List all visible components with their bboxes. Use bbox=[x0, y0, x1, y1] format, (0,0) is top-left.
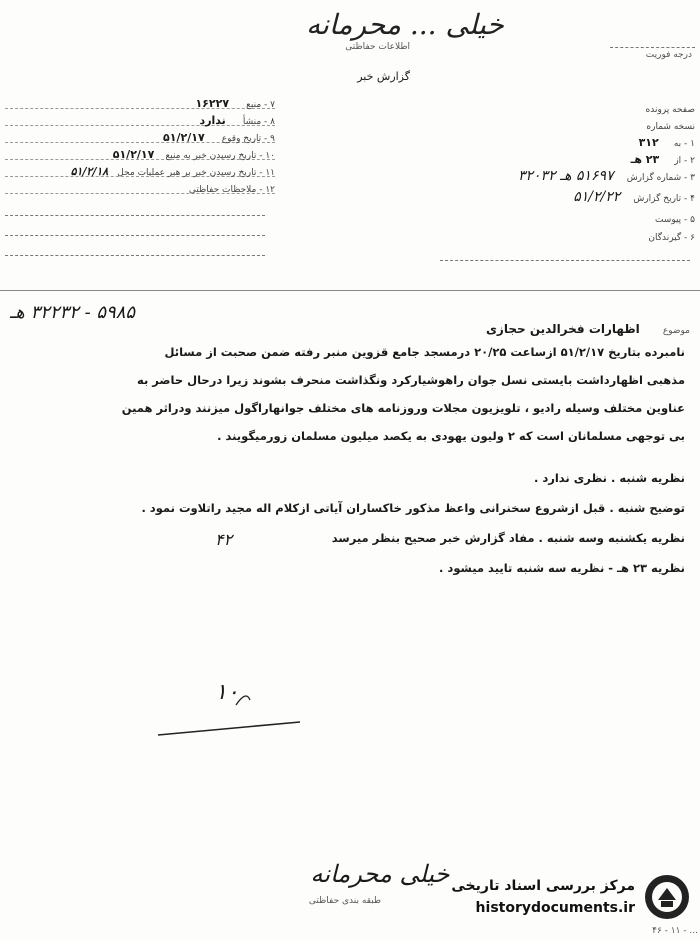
field-label: ۱۱ - تاریخ رسیدن خبر بر هبر عملیات محل bbox=[117, 168, 275, 178]
field-label: ۱ - به bbox=[673, 139, 695, 149]
document-title: خیلی ... محرمانه bbox=[306, 8, 504, 41]
field-label: ۲ - از bbox=[674, 156, 695, 166]
field-row bbox=[430, 186, 695, 207]
body-line: نظریه شنبه . نظری ندارد . bbox=[533, 471, 685, 485]
watermark-url: historydocuments.ir bbox=[475, 900, 635, 916]
field-value: ۵۱۶۹۷ هـ ۳۲۰۳۲ bbox=[517, 168, 614, 184]
field-label: ۸ - منشأ bbox=[242, 117, 275, 127]
urgency-label: درجه فوریت bbox=[645, 50, 692, 60]
field-label: ۹ - تاریخ وقوع bbox=[221, 134, 275, 144]
signature-mark: ۱۰ bbox=[215, 680, 239, 705]
field-value: ۲۳ هـ bbox=[630, 153, 660, 166]
left-field-block bbox=[5, 92, 275, 194]
field-label: ۳ - شماره گزارش bbox=[626, 173, 695, 183]
field-value: ندارد bbox=[199, 114, 226, 127]
footer-stamp: خیلی محرمانه bbox=[310, 860, 450, 888]
page-number: ۴۶ - ۱۱ - ... bbox=[652, 926, 698, 936]
field-row bbox=[430, 207, 695, 225]
field-value: ۵۱/۲/۱۸ bbox=[70, 165, 109, 178]
subject-text: اظهارات فخرالدین حجازی bbox=[485, 322, 640, 336]
field-label: نسخه شماره bbox=[646, 122, 695, 132]
field-value: ۵۱/۲/۱۷ bbox=[112, 148, 155, 161]
field-row bbox=[5, 126, 275, 143]
divider bbox=[5, 255, 265, 256]
field-row bbox=[5, 92, 275, 109]
field-row bbox=[430, 148, 695, 165]
divider bbox=[440, 260, 690, 261]
footer-stamp-sub: طبقه بندی حفاظتی bbox=[308, 896, 382, 906]
body-line: توضیح شنبه . قبل ازشروع سخنرانی واعظ مذکور خاکساران آیاتی ازکلام اله مجید راتلاوت نمود . bbox=[141, 501, 685, 515]
field-label: ۱۰ - تاریخ رسیدن خبر به منبع bbox=[165, 151, 275, 161]
subject-label: موضوع bbox=[662, 326, 690, 336]
body-line: نامبرده بتاریخ ۵۱/۲/۱۷ ازساعت ۲۰/۲۵ درمسجد جامع قزوین منبر رفته ضمن صحبت از مسائل bbox=[164, 345, 685, 359]
body-line: عناوین مختلف وسیله رادیو ، تلویزیون مجلات وروزنامه های مختلف جوانهاراگول میزنند ودراثر همین bbox=[121, 401, 685, 415]
field-row bbox=[5, 109, 275, 126]
title-subtext: اطلاعات حفاظتی bbox=[345, 42, 410, 52]
body-line: بی توجهی مسلمانان است که ۲ ولیون یهودی به یکصد میلیون مسلمان زورمیگویند . bbox=[217, 429, 685, 443]
watermark bbox=[420, 872, 695, 924]
subject-row bbox=[200, 318, 690, 337]
field-row bbox=[5, 160, 275, 177]
body-line: مذهبی اظهارداشت بایستی نسل جوان راهوشیارکرد ونگذاشت منحرف بشوند زیرا درحال حاضر به bbox=[136, 373, 685, 387]
field-row bbox=[430, 97, 695, 114]
document-type: گزارش خبر bbox=[357, 70, 410, 83]
field-label: ۱۲ - ملاحظات حفاظتی bbox=[188, 185, 275, 195]
section-rule bbox=[0, 290, 700, 291]
field-row bbox=[430, 131, 695, 148]
watermark-title: مرکز بررسی اسناد تاریخی bbox=[451, 878, 635, 894]
divider bbox=[5, 235, 265, 236]
field-label: ۷ - منبع bbox=[246, 100, 275, 110]
field-row bbox=[5, 143, 275, 160]
archive-logo-icon bbox=[641, 872, 693, 922]
divider bbox=[5, 215, 265, 216]
margin-note: ۴۲ bbox=[215, 530, 233, 549]
field-label: صفحه پرونده bbox=[645, 105, 695, 115]
report-body bbox=[15, 345, 685, 591]
field-row bbox=[5, 177, 275, 194]
right-field-block bbox=[430, 97, 695, 243]
divider bbox=[610, 47, 695, 48]
field-row bbox=[430, 165, 695, 186]
body-line: نظریه ۲۳ هـ - نظریه سه شنبه تایید میشود . bbox=[439, 561, 685, 575]
field-value: ۵۱/۲/۱۷ bbox=[163, 131, 205, 144]
field-label: ۴ - تاریخ گزارش bbox=[633, 194, 695, 204]
field-label: ۵ - پیوست bbox=[654, 215, 695, 225]
field-value: ۵۱/۲/۲۲ bbox=[573, 189, 621, 205]
subject-annotation: ۵۹۸۵ - ۳۲۲۳۲ هـ bbox=[10, 302, 136, 323]
field-value: ۱۶۲۲۷ bbox=[195, 97, 230, 110]
field-label: ۶ - گیرندگان bbox=[648, 233, 695, 243]
field-row bbox=[430, 114, 695, 131]
field-value: ۳۱۲ bbox=[638, 136, 659, 149]
field-row bbox=[430, 225, 695, 243]
body-line: نظریه یکشنبه وسه شنبه . مفاد گزارش خبر صحیح بنظر میرسد bbox=[331, 531, 685, 545]
